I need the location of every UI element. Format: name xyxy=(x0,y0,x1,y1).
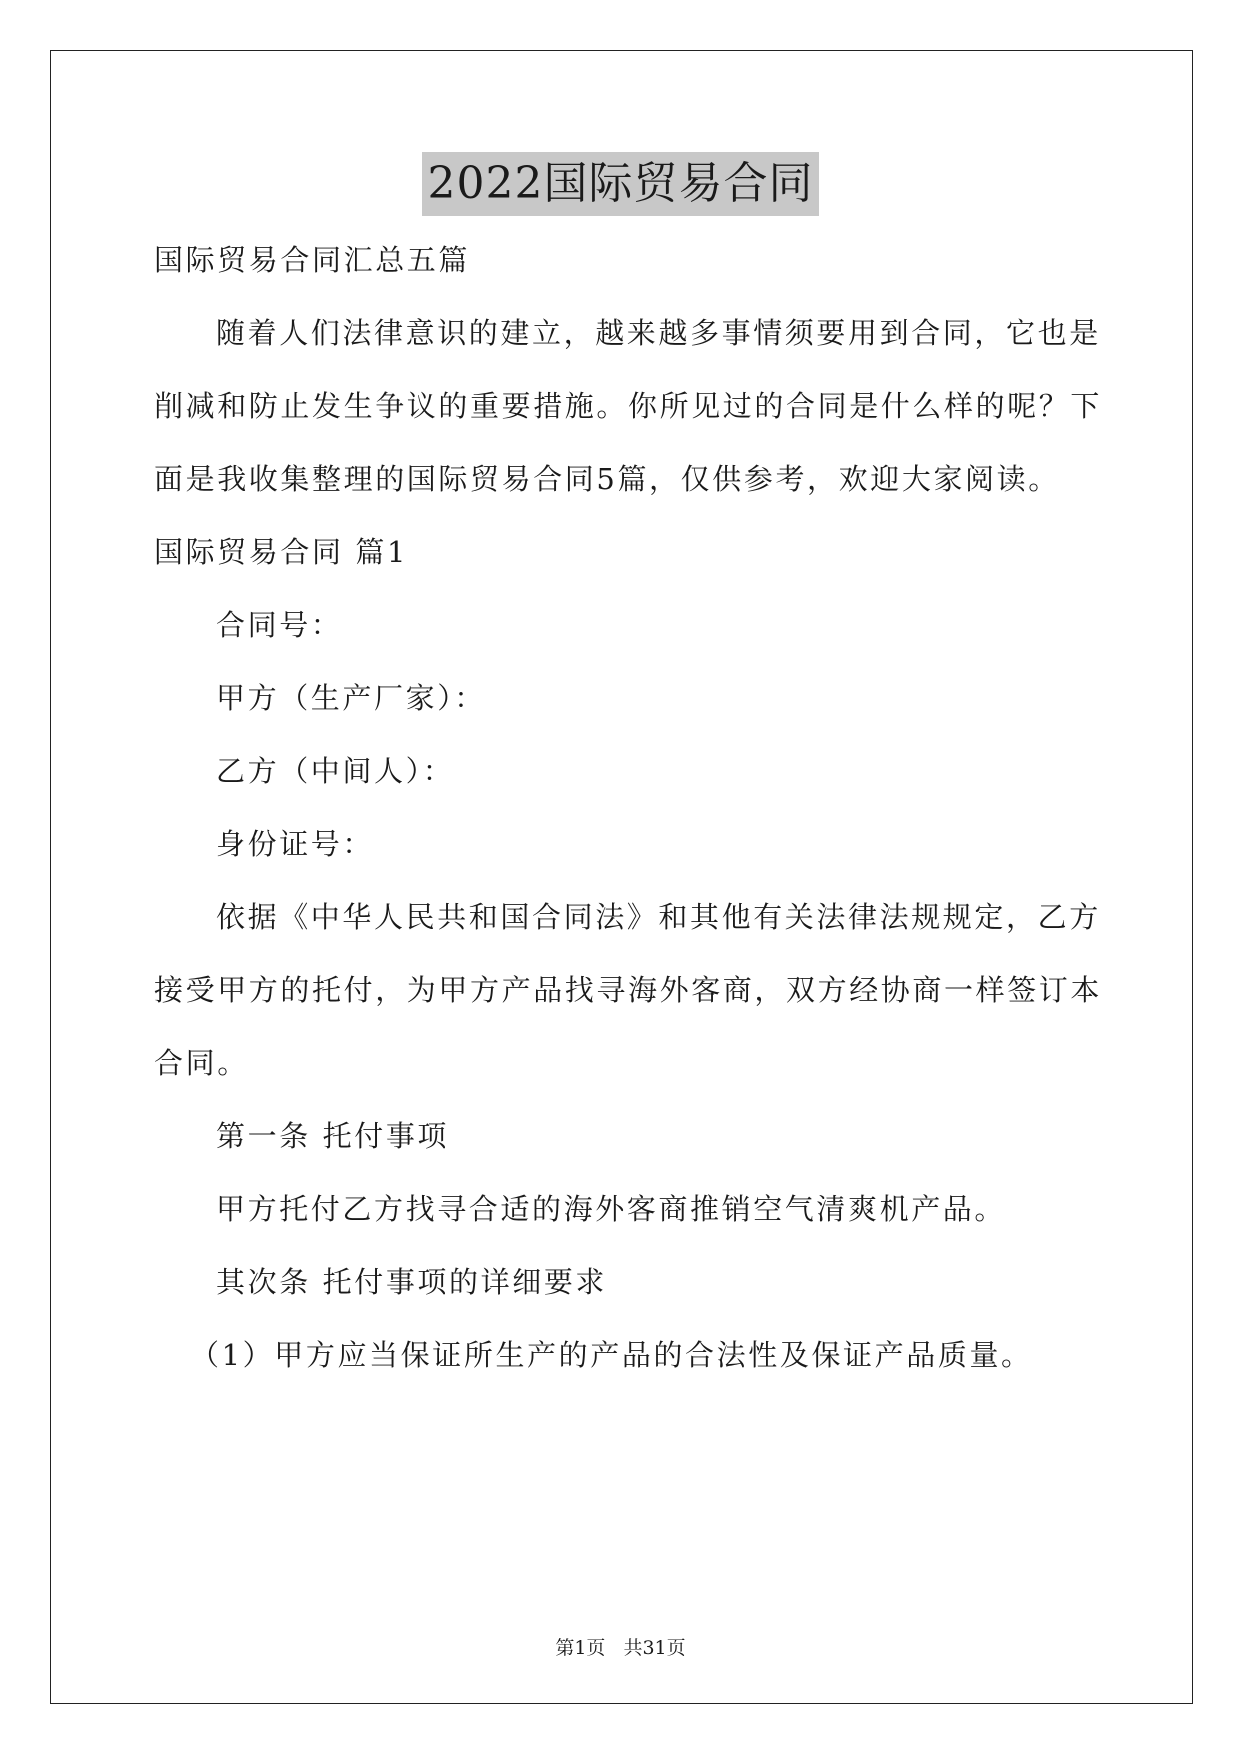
paragraph-line: 合同。 xyxy=(154,1046,249,1080)
article-heading: 其次条 托付事项的详细要求 xyxy=(216,1265,608,1299)
paragraph-line: 甲方托付乙方找寻合适的海外客商推销空气清爽机产品。 xyxy=(216,1192,1007,1226)
page-total: 共31页 xyxy=(623,1637,686,1659)
party-b-line: 乙方（中间人）： xyxy=(216,754,455,788)
paragraph-line: 面是我收集整理的国际贸易合同5篇，仅供参考，欢迎大家阅读。 xyxy=(154,462,1060,496)
paragraph-line: （1）甲方应当保证所生产的产品的合法性及保证产品质量。 xyxy=(190,1338,1033,1372)
contract-number-line: 合同号： xyxy=(216,608,343,642)
subtitle-line: 国际贸易合同汇总五篇 xyxy=(154,243,471,277)
article-heading: 第一条 托付事项 xyxy=(216,1119,450,1153)
section-heading: 国际贸易合同 篇1 xyxy=(154,535,409,569)
page-footer xyxy=(0,1636,1241,1660)
paragraph-line: 削减和防止发生争议的重要措施。你所见过的合同是什么样的呢？下 xyxy=(154,389,1103,423)
id-number-line: 身份证号： xyxy=(216,827,375,861)
paragraph-line: 接受甲方的托付，为甲方产品找寻海外客商，双方经协商一样签订本 xyxy=(154,973,1103,1007)
page-number: 第1页 xyxy=(555,1637,606,1659)
paragraph-line: 依据《中华人民共和国合同法》和其他有关法律法规规定，乙方 xyxy=(216,900,1101,934)
page-border xyxy=(50,50,1193,1704)
paragraph-line: 随着人们法律意识的建立，越来越多事情须要用到合同，它也是 xyxy=(216,316,1101,350)
document-title: 2022国际贸易合同 xyxy=(422,152,820,216)
title-container xyxy=(0,152,1241,216)
party-a-line: 甲方（生产厂家）： xyxy=(216,681,486,715)
